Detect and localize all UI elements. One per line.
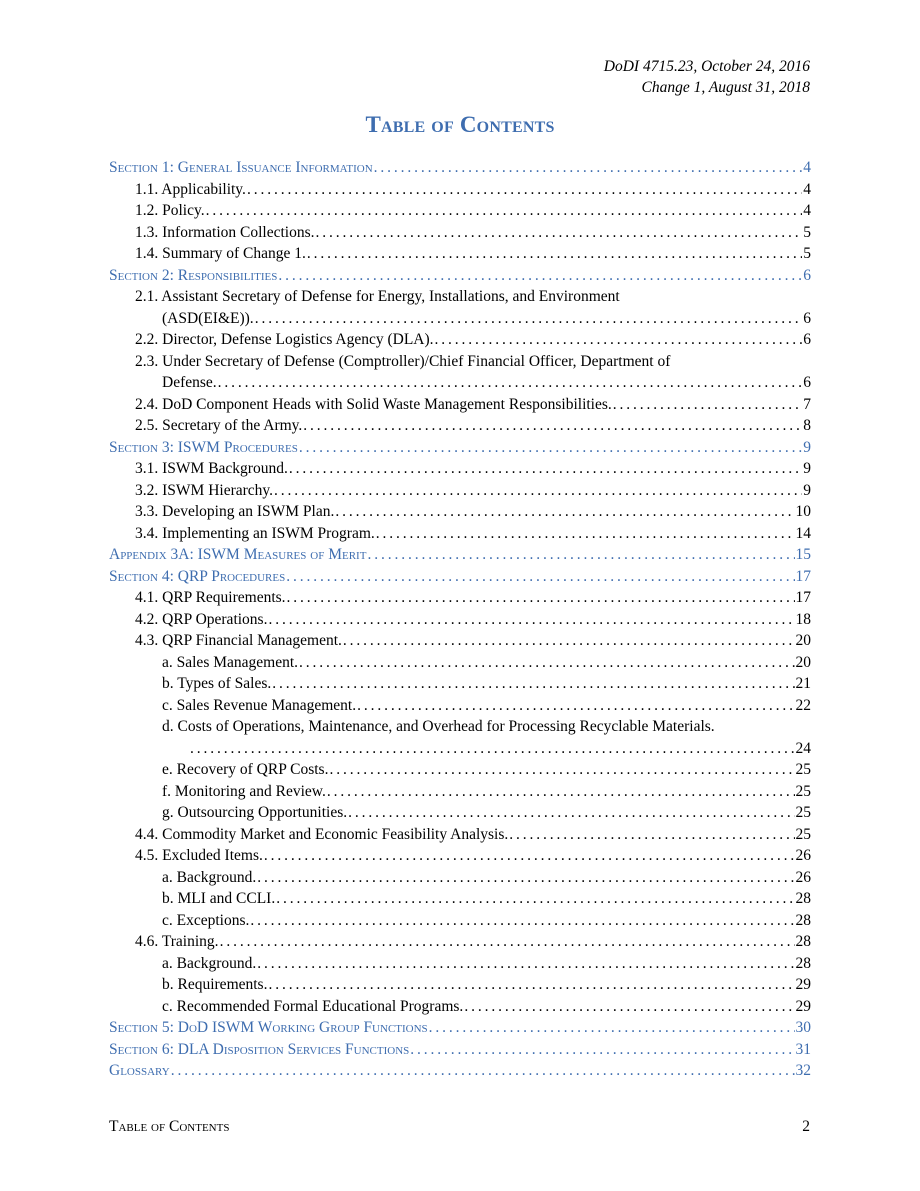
- toc-label: a. Background.: [162, 954, 257, 972]
- toc-label: 4.5. Excluded Items.: [135, 847, 263, 864]
- toc-label: Section 5: DoD ISWM Working Group Functions: [109, 1019, 428, 1036]
- toc-page: 28: [795, 954, 811, 972]
- toc-label-continued: (ASD(EI&E)).: [162, 309, 254, 327]
- toc-leader: [613, 394, 802, 416]
- toc-page: 9: [803, 438, 811, 456]
- toc-entry-2-1[interactable]: [109, 286, 811, 329]
- toc-label: 2.2. Director, Defense Logistics Agency (DLA).: [135, 331, 434, 348]
- toc-leader: [343, 630, 795, 652]
- toc-entry-4-5-b[interactable]: [109, 888, 811, 910]
- toc-entry-4-5-a[interactable]: [109, 867, 811, 889]
- toc-label: b. MLI and CCLI.: [162, 890, 276, 907]
- toc-leader: [257, 867, 794, 889]
- toc-label: 3.1. ISWM Background.: [135, 460, 288, 477]
- toc-page: 28: [795, 890, 811, 907]
- toc-page: 7: [803, 395, 811, 413]
- toc-page: 28: [795, 933, 811, 950]
- toc-entry-4-6[interactable]: [109, 931, 811, 953]
- toc-label: Section 2: Responsibilities: [109, 266, 278, 284]
- toc-label: 1.4. Summary of Change 1.: [135, 245, 306, 262]
- toc-page: 24: [795, 739, 811, 757]
- toc-leader: [329, 759, 794, 781]
- toc-section-6[interactable]: [109, 1039, 811, 1061]
- toc-page: 28: [795, 911, 811, 929]
- toc-label: c. Sales Revenue Management.: [162, 696, 357, 714]
- toc-page: 26: [795, 847, 811, 864]
- table-of-contents: [109, 157, 811, 1082]
- toc-label: Glossary: [109, 1062, 170, 1079]
- toc-leader: [376, 523, 795, 545]
- toc-appendix-3a[interactable]: [109, 544, 811, 566]
- toc-page: 25: [795, 825, 811, 843]
- toc-page: 29: [795, 997, 811, 1015]
- toc-label: c. Exceptions.: [162, 911, 250, 929]
- toc-leader: [264, 845, 795, 867]
- toc-page: 32: [795, 1062, 811, 1079]
- toc-page: 30: [795, 1019, 811, 1036]
- header-change: Change 1, August 31, 2018: [641, 79, 810, 96]
- toc-leader: [206, 200, 803, 222]
- toc-page: 9: [803, 460, 811, 477]
- toc-entry-4-6-b[interactable]: [109, 974, 811, 996]
- toc-entry-4-3-c[interactable]: [109, 695, 811, 717]
- toc-label: 3.2. ISWM Hierarchy.: [135, 481, 274, 499]
- toc-entry-4-5[interactable]: [109, 845, 811, 867]
- toc-page: 31: [795, 1040, 811, 1058]
- toc-section-2[interactable]: [109, 265, 811, 287]
- toc-page: 20: [795, 653, 811, 671]
- toc-page: 4: [803, 159, 811, 176]
- toc-entry-4-3-d[interactable]: [109, 716, 811, 759]
- toc-section-5[interactable]: [109, 1017, 811, 1039]
- toc-entry-3-2[interactable]: [109, 480, 811, 502]
- toc-label: 4.4. Commodity Market and Economic Feasibility Analysis.: [135, 825, 509, 843]
- toc-entry-2-3[interactable]: [109, 351, 811, 394]
- toc-leader: [255, 308, 803, 330]
- toc-page: 15: [795, 546, 811, 563]
- toc-leader: [464, 996, 794, 1018]
- toc-leader: [287, 587, 795, 609]
- toc-page: 14: [795, 524, 811, 542]
- toc-label: 2.1. Assistant Secretary of Defense for Energy, Installations, and Environment: [135, 288, 620, 305]
- toc-leader: [286, 566, 794, 588]
- toc-page: 25: [795, 782, 811, 800]
- toc-page: 26: [795, 868, 811, 886]
- toc-entry-1-1[interactable]: [109, 179, 811, 201]
- toc-label: 4.2. QRP Operations.: [135, 610, 268, 628]
- toc-label: b. Requirements.: [162, 976, 268, 993]
- toc-page: 25: [795, 804, 811, 821]
- toc-leader: [303, 415, 802, 437]
- toc-label: c. Recommended Formal Educational Programs.: [162, 997, 464, 1015]
- toc-label: 2.3. Under Secretary of Defense (Comptroller)/Chief Financial Officer, Department of: [135, 352, 671, 370]
- toc-leader: [190, 738, 795, 760]
- toc-label: a. Background.: [162, 868, 257, 886]
- toc-page: 6: [803, 331, 811, 348]
- toc-leader: [171, 1060, 795, 1082]
- toc-leader: [268, 974, 794, 996]
- toc-leader: [257, 953, 794, 975]
- toc-entry-2-2[interactable]: [109, 329, 811, 351]
- toc-entry-4-4[interactable]: [109, 824, 811, 846]
- toc-entry-1-2[interactable]: [109, 200, 811, 222]
- toc-leader: [299, 652, 794, 674]
- toc-leader: [220, 931, 795, 953]
- toc-entry-4-3[interactable]: [109, 630, 811, 652]
- footer-page-number: 2: [802, 1118, 810, 1135]
- toc-leader: [335, 501, 794, 523]
- toc-entry-3-3[interactable]: [109, 501, 811, 523]
- toc-entry-4-3-b[interactable]: [109, 673, 811, 695]
- toc-page: 6: [803, 266, 811, 284]
- toc-entry-3-1[interactable]: [109, 458, 811, 480]
- toc-label: 2.5. Secretary of the Army.: [135, 417, 303, 434]
- toc-section-4[interactable]: [109, 566, 811, 588]
- toc-page: 4: [803, 180, 811, 198]
- toc-leader: [250, 910, 794, 932]
- toc-label: Appendix 3A: ISWM Measures of Merit: [109, 546, 367, 563]
- toc-leader: [218, 372, 803, 394]
- toc-label: 4.6. Training.: [135, 933, 219, 950]
- toc-entry-4-3-a[interactable]: [109, 652, 811, 674]
- toc-label: 3.3. Developing an ISWM Plan.: [135, 503, 335, 520]
- toc-leader: [274, 480, 802, 502]
- toc-leader: [268, 609, 794, 631]
- toc-page: 25: [795, 761, 811, 778]
- toc-page: 17: [795, 567, 811, 585]
- toc-leader: [429, 1017, 795, 1039]
- toc-entry-4-3-g[interactable]: [109, 802, 811, 824]
- toc-leader: [272, 673, 794, 695]
- toc-label-continued: Defense.: [162, 374, 217, 391]
- toc-leader: [307, 243, 802, 265]
- toc-leader: [276, 888, 794, 910]
- document-header: [604, 56, 810, 98]
- toc-leader: [316, 222, 803, 244]
- toc-entry-4-3-f[interactable]: [109, 781, 811, 803]
- toc-label: g. Outsourcing Opportunities.: [162, 804, 348, 821]
- toc-label: b. Types of Sales.: [162, 675, 272, 692]
- toc-section-1[interactable]: [109, 157, 811, 179]
- toc-page: 9: [803, 481, 811, 499]
- toc-leader: [289, 458, 802, 480]
- toc-leader: [509, 824, 794, 846]
- toc-label: 1.2. Policy.: [135, 202, 205, 219]
- toc-entry-2-4[interactable]: [109, 394, 811, 416]
- header-doc-id: DoDI 4715.23, October 24, 2016: [603, 58, 810, 75]
- toc-entry-3-4[interactable]: [109, 523, 811, 545]
- toc-entry-4-2[interactable]: [109, 609, 811, 631]
- toc-page: 17: [795, 589, 811, 606]
- toc-leader: [357, 695, 794, 717]
- toc-page: 6: [803, 309, 811, 327]
- toc-leader: [410, 1039, 794, 1061]
- toc-leader: [435, 329, 803, 351]
- page-title: Table of Contents: [365, 112, 555, 137]
- toc-label: 4.1. QRP Requirements.: [135, 589, 286, 606]
- toc-label: 4.3. QRP Financial Management.: [135, 632, 342, 649]
- toc-label: f. Monitoring and Review.: [162, 782, 326, 800]
- toc-page: 10: [795, 503, 811, 520]
- toc-label: 2.4. DoD Component Heads with Solid Waste Management Responsibilities.: [135, 395, 612, 413]
- toc-page: 6: [803, 374, 811, 391]
- toc-leader: [278, 265, 802, 287]
- toc-label: e. Recovery of QRP Costs.: [162, 761, 329, 778]
- toc-leader: [374, 157, 803, 179]
- toc-page: 5: [803, 245, 811, 262]
- toc-page: 8: [803, 417, 811, 434]
- toc-leader: [327, 781, 795, 803]
- toc-glossary[interactable]: [109, 1060, 811, 1082]
- toc-label: Section 6: DLA Disposition Services Functions: [109, 1040, 410, 1058]
- toc-entry-4-6-a[interactable]: [109, 953, 811, 975]
- toc-label: Section 1: General Issuance Information: [109, 159, 373, 176]
- toc-page: 4: [803, 202, 811, 219]
- toc-page: 22: [795, 696, 811, 714]
- toc-leader: [348, 802, 794, 824]
- toc-label: Section 4: QRP Procedures: [109, 567, 286, 585]
- toc-page: 21: [795, 675, 811, 692]
- toc-entry-1-4[interactable]: [109, 243, 811, 265]
- toc-leader: [367, 544, 794, 566]
- footer-section-title: Table of Contents: [109, 1118, 230, 1135]
- toc-entry-4-5-c[interactable]: [109, 910, 811, 932]
- toc-label: 1.3. Information Collections.: [135, 223, 315, 241]
- toc-entry-4-1[interactable]: [109, 587, 811, 609]
- toc-page: 5: [803, 223, 811, 241]
- toc-entry-1-3[interactable]: [109, 222, 811, 244]
- toc-page: 20: [795, 632, 811, 649]
- toc-label: 3.4. Implementing an ISWM Program.: [135, 524, 375, 542]
- toc-section-3[interactable]: [109, 437, 811, 459]
- toc-label: 1.1. Applicability.: [135, 180, 246, 198]
- toc-entry-4-6-c[interactable]: [109, 996, 811, 1018]
- toc-entry-4-3-e[interactable]: [109, 759, 811, 781]
- toc-label: d. Costs of Operations, Maintenance, and Overhead for Processing Recyclable Materials.: [162, 718, 715, 735]
- toc-label: Section 3: ISWM Procedures: [109, 438, 298, 456]
- toc-page: 18: [795, 610, 811, 628]
- toc-entry-2-5[interactable]: [109, 415, 811, 437]
- toc-leader: [247, 179, 802, 201]
- toc-leader: [299, 437, 802, 459]
- toc-page: 29: [795, 976, 811, 993]
- toc-label: a. Sales Management.: [162, 653, 299, 671]
